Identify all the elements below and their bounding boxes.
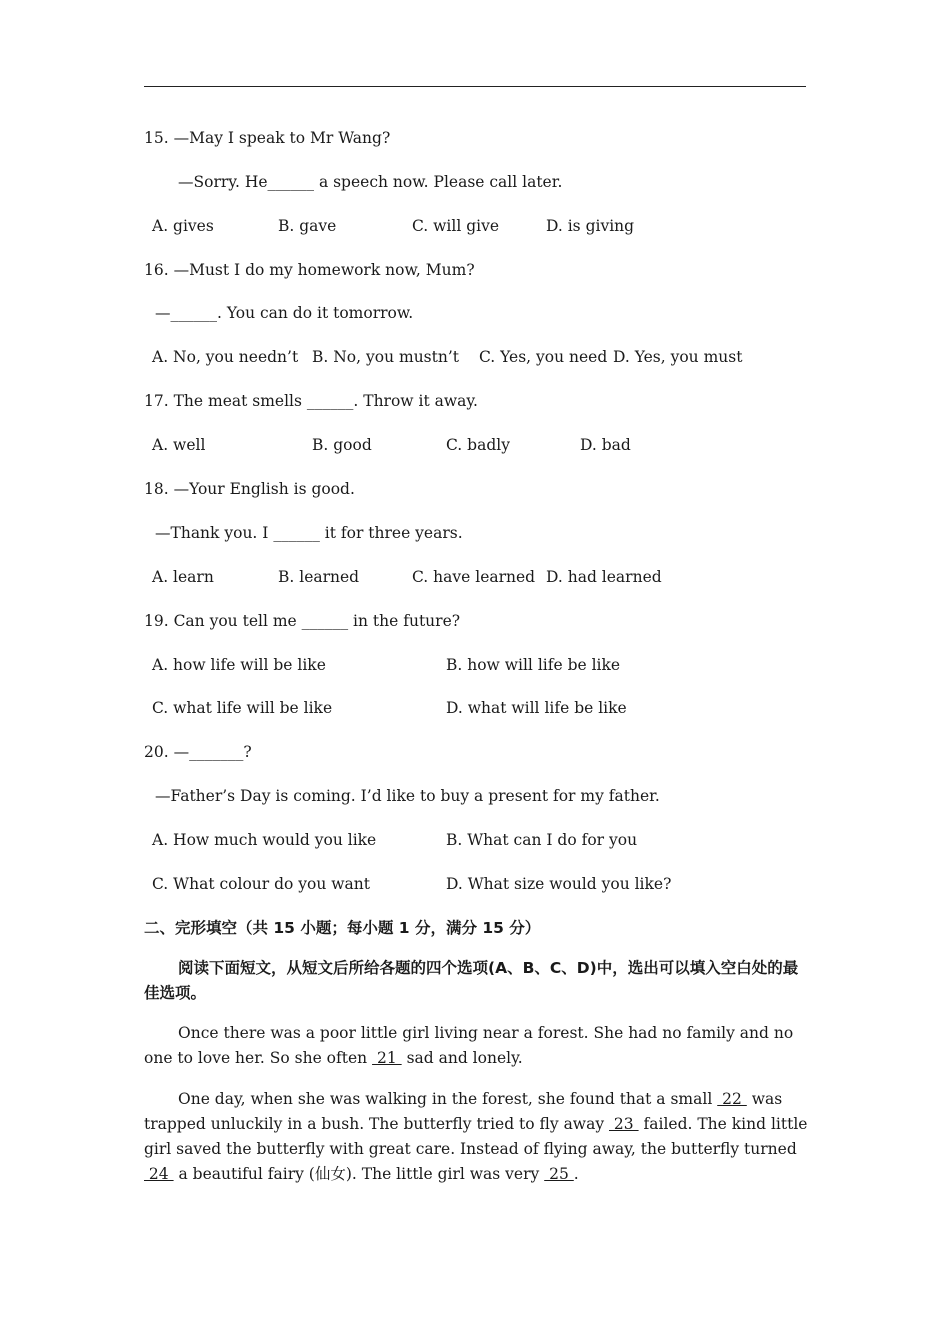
- question-16-stem: 16. —Must I do my homework now, Mum?: [144, 261, 475, 279]
- blank-21: 21: [372, 1049, 402, 1067]
- question-19-option-b: B. how will life be like: [446, 656, 621, 674]
- question-19-option-a: A. how life will be like: [152, 656, 326, 674]
- question-18-option-b: B. learned: [278, 568, 360, 586]
- blank-24: 24: [144, 1165, 174, 1183]
- blank-22: 22: [717, 1090, 747, 1108]
- passage-text: was trapped unluckily in a bush. The butterfly tried to fly away: [144, 1090, 783, 1133]
- blank-23: 23: [609, 1115, 639, 1133]
- question-17-stem: 17. The meat smells ______. Throw it away.: [144, 392, 478, 410]
- question-18-option-d: D. had learned: [546, 568, 662, 586]
- question-15-stem: 15. —May I speak to Mr Wang?: [144, 129, 391, 147]
- section-2-instruction: 阅读下面短文，从短文后所给各题的四个选项(A、B、C、D)中，选出可以填入空白处的最佳选项。: [144, 959, 799, 1002]
- passage-text: Once there was a poor little girl living near a forest. She had no family and no one to love her. So she often: [144, 1024, 794, 1067]
- question-16-option-c: C. Yes, you need: [479, 348, 608, 366]
- question-20-option-a: A. How much would you like: [152, 831, 377, 849]
- section-2-heading: 二、完形填空（共 15 小题；每小题 1 分，满分 15 分）: [144, 919, 541, 937]
- question-20-option-b: B. What can I do for you: [446, 831, 638, 849]
- question-17-option-d: D. bad: [580, 436, 631, 454]
- question-19-option-d: D. what will life be like: [446, 699, 627, 717]
- passage-text: sad and lonely.: [401, 1049, 523, 1067]
- question-17-option-a: A. well: [152, 436, 206, 454]
- question-20-stem: 20. —_______?: [144, 743, 252, 761]
- question-20-option-d: D. What size would you like?: [446, 875, 672, 893]
- question-19-stem: 19. Can you tell me ______ in the future?: [144, 612, 461, 630]
- question-19-option-c: C. what life will be like: [152, 699, 333, 717]
- question-15-option-a: A. gives: [152, 217, 214, 235]
- passage-text: One day, when she was walking in the forest, she found that a small: [178, 1090, 718, 1108]
- question-18-stem: 18. —Your English is good.: [144, 480, 355, 498]
- question-20-reply: —Father’s Day is coming. I’d like to buy a present for my father.: [155, 787, 660, 805]
- question-18-option-c: C. have learned: [412, 568, 536, 586]
- question-16-option-a: A. No, you needn’t: [152, 348, 299, 366]
- question-15-reply: —Sorry. He______ a speech now. Please call later.: [178, 173, 563, 191]
- question-18-reply: —Thank you. I ______ it for three years.: [155, 524, 463, 542]
- question-20-option-c: C. What colour do you want: [152, 875, 370, 893]
- question-16-reply: —______. You can do it tomorrow.: [155, 304, 414, 322]
- passage-text: .: [573, 1165, 579, 1183]
- question-15-option-d: D. is giving: [546, 217, 635, 235]
- passage-paragraph-1: [144, 1021, 808, 1071]
- question-18-option-a: A. learn: [152, 568, 214, 586]
- blank-25: 25: [544, 1165, 574, 1183]
- header-rule: [144, 86, 806, 87]
- question-17-option-c: C. badly: [446, 436, 510, 454]
- question-17-option-b: B. good: [312, 436, 372, 454]
- question-15-option-b: B. gave: [278, 217, 337, 235]
- passage-paragraph-2: [144, 1087, 808, 1187]
- passage-text: failed. The kind little girl saved the butterfly with great care. Instead of flying away, the butterfly turned: [144, 1115, 808, 1158]
- passage-text: a beautiful fairy (仙女). The little girl was very: [173, 1165, 545, 1183]
- question-16-option-d: D. Yes, you must: [613, 348, 743, 366]
- question-15-option-c: C. will give: [412, 217, 500, 235]
- question-16-option-b: B. No, you mustn’t: [312, 348, 459, 366]
